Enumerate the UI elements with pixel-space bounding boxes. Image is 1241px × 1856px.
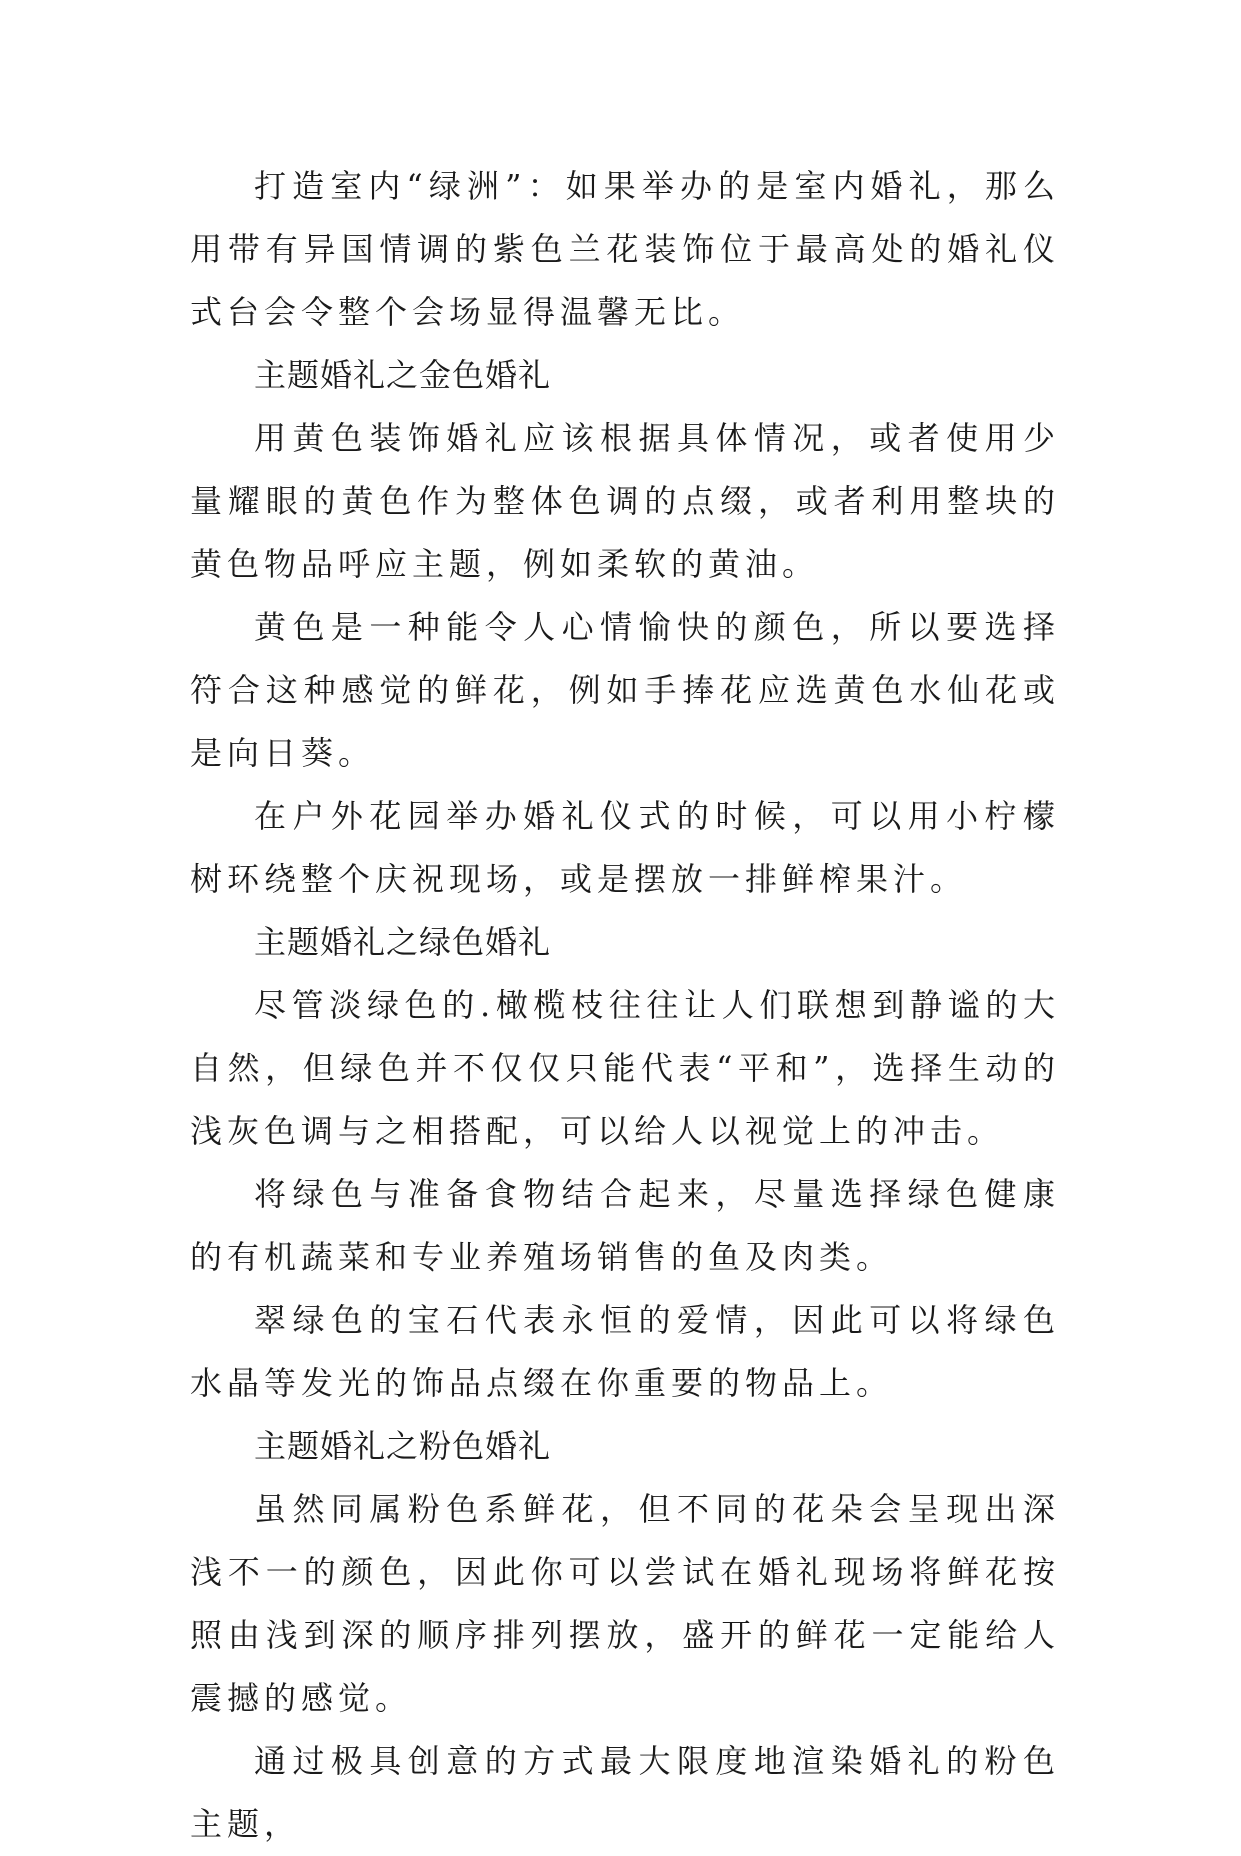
paragraph-emerald-gem: 翠绿色的宝石代表永恒的爱情，因此可以将绿色水晶等发光的饰品点缀在你重要的物品上。: [190, 1301, 1060, 1402]
paragraph-pink-theme: 通过极具创意的方式最大限度地渲染婚礼的粉色主题，: [190, 1742, 1060, 1843]
heading-green-wedding: 主题婚礼之绿色婚礼: [254, 923, 552, 961]
paragraph-yellow-decoration: 用黄色装饰婚礼应该根据具体情况，或者使用少量耀眼的黄色作为整体色调的点缀，或者利用整块的黄色物品呼应主题，例如柔软的黄油。: [190, 419, 1060, 583]
paragraph-yellow-flowers: 黄色是一种能令人心情愉快的颜色，所以要选择符合这种感觉的鲜花，例如手捧花应选黄色水仙花或是向日葵。: [190, 608, 1060, 772]
paragraph-green-food: 将绿色与准备食物结合起来，尽量选择绿色健康的有机蔬菜和专业养殖场销售的鱼及肉类。: [190, 1175, 1060, 1276]
paragraph-indoor-oasis: 打造室内“绿洲”：如果举办的是室内婚礼，那么用带有异国情调的紫色兰花装饰位于最高处的婚礼仪式台会令整个会场显得温馨无比。: [190, 167, 1060, 331]
heading-gold-wedding: 主题婚礼之金色婚礼: [254, 356, 552, 394]
document-page: [190, 155, 1060, 1856]
paragraph-olive-branch: 尽管淡绿色的.橄榄枝往往让人们联想到静谧的大自然，但绿色并不仅仅只能代表“平和”，选择生动的浅灰色调与之相搭配，可以给人以视觉上的冲击。: [190, 986, 1060, 1150]
paragraph-pink-flowers: 虽然同属粉色系鲜花，但不同的花朵会呈现出深浅不一的颜色，因此你可以尝试在婚礼现场将鲜花按照由浅到深的顺序排列摆放，盛开的鲜花一定能给人震撼的感觉。: [190, 1490, 1060, 1717]
paragraph-outdoor-garden: 在户外花园举办婚礼仪式的时候，可以用小柠檬树环绕整个庆祝现场，或是摆放一排鲜榨果汁。: [190, 797, 1060, 898]
heading-pink-wedding: 主题婚礼之粉色婚礼: [254, 1427, 552, 1465]
